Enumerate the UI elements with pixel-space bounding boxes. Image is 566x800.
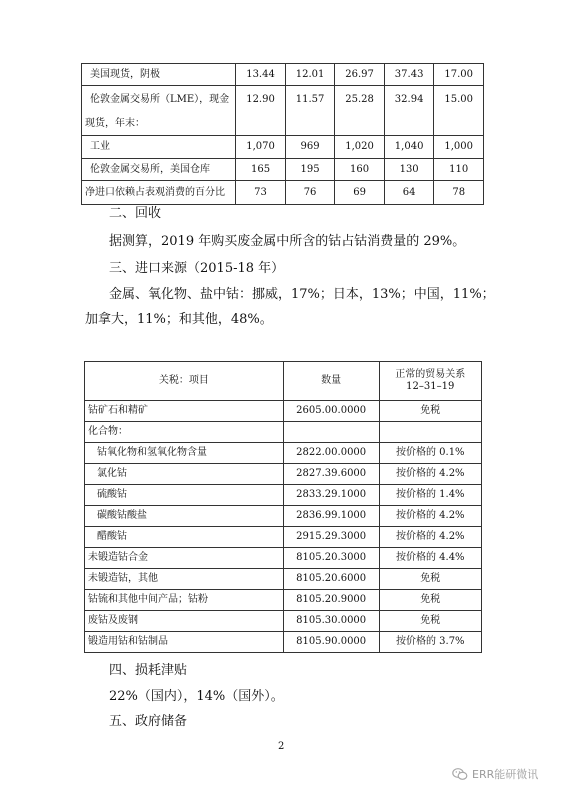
watermark-text: ERR能研微讯 <box>472 768 539 781</box>
table-cell-rate: 按价格的 0.1% <box>379 443 481 464</box>
table-row <box>85 485 482 506</box>
table-cell-code <box>283 422 379 443</box>
paragraph-recycle: 据测算，2019 年购买废金属中所含的钴占钴消费量的 29%。 <box>109 234 466 249</box>
table-row <box>85 569 482 590</box>
table-cell-code: 2822.00.0000 <box>283 443 379 464</box>
table-cell: 37.43 <box>384 64 434 86</box>
column-header-item: 关税：项目 <box>85 362 284 401</box>
table-cell-item: 氯化钴 <box>85 464 284 485</box>
table-cell-item: 硫酸钴 <box>85 485 284 506</box>
table-cell-code: 2827.39.6000 <box>283 464 379 485</box>
table-cell: 130 <box>384 159 434 181</box>
table-cell: 1,040 <box>384 136 434 159</box>
table-cell-item: 碳酸钴酸盐 <box>85 506 284 527</box>
table-cell: 17.00 <box>434 64 484 86</box>
heading-recycle: 二、回收 <box>109 206 162 221</box>
table-cell-item: 钴锍和其他中间产品；钴粉 <box>85 590 284 611</box>
table-row <box>85 527 482 548</box>
column-header-rate <box>379 362 481 401</box>
table-row <box>85 443 482 464</box>
table-cell-rate <box>379 422 481 443</box>
table-row <box>85 590 482 611</box>
table-cell-item: 锻造用钴和钴制品 <box>85 632 284 653</box>
table-cell-rate: 按价格的 4.2% <box>379 527 481 548</box>
row-label: 美国现货，阴极 <box>82 64 236 86</box>
table-row <box>82 159 484 181</box>
table-row <box>85 506 482 527</box>
table-cell: 13.44 <box>236 64 286 86</box>
table-cell-rate: 免税 <box>379 611 481 632</box>
table-cell-code: 2836.99.1000 <box>283 506 379 527</box>
table-cell: 15.00 <box>434 86 484 114</box>
table-cell-rate: 免税 <box>379 569 481 590</box>
table-cell-code: 8105.20.3000 <box>283 548 379 569</box>
table-cell-rate: 免税 <box>379 401 481 422</box>
table-cell-item: 醋酸钴 <box>85 527 284 548</box>
table-cell-code: 8105.20.9000 <box>283 590 379 611</box>
heading-import-sources: 三、进口来源（2015-18 年） <box>109 261 285 276</box>
wechat-icon <box>452 767 468 781</box>
table-cell: 1,070 <box>236 136 286 159</box>
table-row <box>82 86 484 114</box>
row-label-continued: 现货，年末： <box>82 114 236 136</box>
table-cell-item: 未锻造钴合金 <box>85 548 284 569</box>
table-cell: 110 <box>434 159 484 181</box>
heading-loss-allowance: 四、损耗津贴 <box>109 663 188 678</box>
paragraph-import-sources-1: 金属、氧化物、盐中钴：挪威，17%；日本，13%；中国，11%； <box>109 287 495 302</box>
tariff-table <box>84 361 482 653</box>
table-cell: 69 <box>335 181 385 205</box>
statistics-table <box>81 63 484 205</box>
table-cell: 11.57 <box>285 86 335 114</box>
table-cell-code: 8105.90.0000 <box>283 632 379 653</box>
table-cell-code: 8105.30.0000 <box>283 611 379 632</box>
table-cell: 165 <box>236 159 286 181</box>
table-cell: 12.90 <box>236 86 286 114</box>
table-cell-item: 化合物： <box>85 422 284 443</box>
table-row <box>85 401 482 422</box>
table-cell: 26.97 <box>335 64 385 86</box>
paragraph-loss-allowance: 22%（国内），14%（国外）。 <box>109 689 284 704</box>
table-row <box>82 181 484 205</box>
table-cell: 73 <box>236 181 286 205</box>
table-cell: 78 <box>434 181 484 205</box>
row-label: 伦敦金属交易所，美国仓库 <box>82 159 236 181</box>
table-cell: 25.28 <box>335 86 385 114</box>
table-cell-code: 2833.29.1000 <box>283 485 379 506</box>
table-cell: 1,000 <box>434 136 484 159</box>
column-header-number: 数量 <box>283 362 379 401</box>
table-cell-item: 废钴及废钢 <box>85 611 284 632</box>
table-row <box>82 114 484 136</box>
table-cell <box>335 114 385 136</box>
table-cell-code: 2605.00.0000 <box>283 401 379 422</box>
table-cell-rate: 按价格的 4.4% <box>379 548 481 569</box>
row-label: 伦敦金属交易所（LME），现金 <box>82 86 236 114</box>
table-cell-rate: 按价格的 1.4% <box>379 485 481 506</box>
table-cell: 1,020 <box>335 136 385 159</box>
table-cell: 12.01 <box>285 64 335 86</box>
table-row <box>85 422 482 443</box>
table-row <box>85 611 482 632</box>
table-row <box>85 548 482 569</box>
table-row <box>82 136 484 159</box>
table-cell-rate: 按价格的 4.2% <box>379 506 481 527</box>
table-cell <box>434 114 484 136</box>
column-header-rate-line2: 12–31–19 <box>406 381 455 392</box>
page-number: 2 <box>278 741 285 752</box>
table-cell-code: 2915.29.3000 <box>283 527 379 548</box>
table-row <box>85 464 482 485</box>
table-cell <box>236 114 286 136</box>
column-header-rate-line1: 正常的贸易关系 <box>395 369 466 380</box>
watermark <box>452 766 538 782</box>
table-cell <box>285 114 335 136</box>
table-cell-code: 8105.20.6000 <box>283 569 379 590</box>
table-cell-rate: 免税 <box>379 590 481 611</box>
table-cell-item: 钴矿石和精矿 <box>85 401 284 422</box>
table-cell-rate: 按价格的 4.2% <box>379 464 481 485</box>
table-cell: 195 <box>285 159 335 181</box>
table-cell-item: 未锻造钴，其他 <box>85 569 284 590</box>
table-header-row <box>85 362 482 401</box>
table-cell-rate: 按价格的 3.7% <box>379 632 481 653</box>
table-cell: 64 <box>384 181 434 205</box>
table-cell: 969 <box>285 136 335 159</box>
table-cell <box>384 114 434 136</box>
table-cell: 76 <box>285 181 335 205</box>
row-label: 净进口依赖占表观消费的百分比 <box>82 181 236 205</box>
paragraph-import-sources-2: 加拿大，11%；和其他，48%。 <box>85 312 273 327</box>
row-label: 工业 <box>82 136 236 159</box>
table-cell: 32.94 <box>384 86 434 114</box>
table-row <box>82 64 484 86</box>
heading-government-reserve: 五、政府储备 <box>109 714 188 729</box>
table-cell-item: 钴氧化物和氢氧化物含量 <box>85 443 284 464</box>
table-row <box>85 632 482 653</box>
table-cell: 160 <box>335 159 385 181</box>
